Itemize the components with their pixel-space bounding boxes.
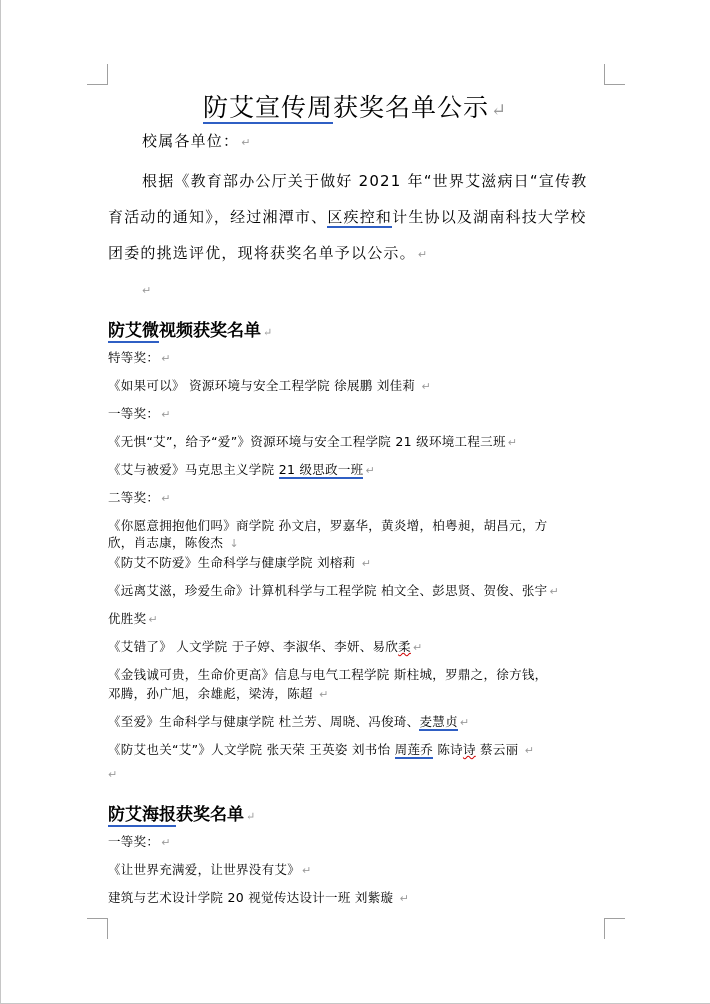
document-title[interactable] (0, 88, 710, 124)
grammar-flagged-text: 21 级思政一班 (278, 462, 364, 477)
award-text: 邓腾，孙广旭，余雄彪，梁涛，陈超 (108, 686, 318, 701)
award-entry[interactable] (108, 553, 371, 571)
paragraph-mark-icon: ↵ (161, 408, 171, 421)
award-entry-continued[interactable] (108, 684, 329, 702)
intro-line-3[interactable] (108, 242, 428, 263)
special-prize-label[interactable] (108, 348, 171, 366)
paragraph-mark-icon: ↵ (161, 492, 171, 505)
award-text: 《你愿意拥抱他们吗》商学院 孙文启，罗嘉华，黄炎增，柏粤昶，胡昌元，方 (108, 518, 548, 533)
first-prize-label[interactable] (108, 404, 171, 422)
paragraph-mark-icon: ↵ (507, 436, 518, 449)
award-text: 《无惧“艾”，给予“爱”》资源环境与安全工程学院 21 级环境工程三班 (108, 434, 506, 449)
award-text: 《防艾不防爱》生命科学与健康学院 刘榕莉 (108, 555, 360, 570)
award-entry-continued[interactable] (108, 533, 239, 551)
title-underlined-part: 防艾宣传周 (202, 93, 333, 122)
salutation[interactable] (142, 130, 252, 151)
award-text: 蔡云丽 (475, 742, 523, 757)
paragraph-mark-icon: ↵ (365, 464, 375, 477)
title-rest: 获奖名单公示 (332, 93, 489, 122)
margin-corner-bottom-right (604, 918, 625, 939)
grammar-flagged-text: 麦慧贞 (419, 714, 458, 729)
second-prize-label[interactable] (108, 488, 171, 506)
heading-underlined-part: 防艾海报 (108, 805, 176, 825)
paragraph-mark-icon: ↵ (412, 641, 423, 654)
paragraph-mark-icon: ↵ (524, 744, 535, 757)
empty-paragraph[interactable] (140, 280, 152, 298)
award-text: 欣，肖志康，陈俊杰 (108, 535, 228, 550)
paragraph-mark-icon: ↵ (421, 380, 432, 393)
heading-rest: 视频获奖名单 (159, 321, 261, 341)
paragraph-mark-icon: ↵ (142, 284, 153, 297)
excellence-prize-label[interactable] (108, 609, 158, 627)
line-break-icon: ↓ (229, 537, 240, 550)
paragraph-mark-icon: ↵ (302, 864, 312, 877)
award-entry[interactable] (108, 581, 559, 599)
award-text: 《艾与被爱》马克思主义学院 (108, 462, 279, 477)
poster-section-heading[interactable] (108, 800, 255, 825)
prize-label: 一等奖： (108, 406, 160, 421)
paragraph-mark-icon: ↵ (108, 768, 118, 781)
award-text: 《远离艾滋，珍爱生命》计算机科学与工程学院 柏文全、彭思贤、贺俊、张宇 (108, 583, 548, 598)
prize-label: 优胜奖 (108, 611, 147, 626)
paragraph-mark-icon: ↵ (148, 613, 158, 626)
award-text: 《防艾也关“艾”》人文学院 张天荣 王英姿 刘书怡 (108, 742, 395, 757)
intro-text: 计生协以及湖南科技大学校 (392, 208, 587, 226)
paragraph-mark-icon: ↵ (161, 836, 171, 849)
paragraph-mark-icon: ↵ (399, 892, 410, 905)
page-edge-left (0, 0, 1, 1004)
paragraph-mark-icon: ↵ (549, 585, 560, 598)
intro-text: 团委的挑选评优，现将获奖名单予以公示。 (108, 244, 416, 262)
award-entry[interactable] (108, 460, 375, 478)
prize-label: 一等奖： (108, 834, 160, 849)
salutation-text: 校属各单位： (142, 132, 240, 150)
empty-paragraph[interactable] (106, 766, 118, 781)
paragraph-mark-icon: ↵ (241, 136, 252, 149)
spelling-flagged-text: 柔 (398, 639, 411, 654)
spelling-flagged-text: 诗 (462, 742, 476, 757)
award-entry[interactable] (108, 516, 547, 534)
intro-text: 根据《教育部办公厅关于做好 2021 年“世界艾滋病日“宣传教 (142, 172, 588, 190)
video-section-heading[interactable] (108, 316, 272, 341)
paragraph-mark-icon: ↵ (490, 100, 508, 121)
margin-corner-bottom-left (87, 918, 108, 939)
margin-corner-top-right (604, 64, 625, 85)
award-entry[interactable] (108, 860, 312, 878)
award-entry[interactable] (108, 432, 517, 450)
paragraph-mark-icon: ↵ (361, 557, 372, 570)
prize-label: 特等奖： (108, 350, 160, 365)
paragraph-mark-icon: ↵ (459, 716, 470, 729)
paragraph-mark-icon: ↵ (263, 326, 273, 339)
paragraph-mark-icon: ↵ (161, 352, 171, 365)
award-text: 《艾错了》 人文学院 于子婷、李淑华、李妍、易欣 (108, 639, 399, 654)
award-text: 《至爱》生命科学与健康学院 杜兰芳、周晓、冯俊琦、 (108, 714, 420, 729)
award-text: 《如果可以》 资源环境与安全工程学院 徐展鹏 刘佳莉 (108, 378, 420, 393)
paragraph-mark-icon: ↵ (417, 248, 429, 261)
award-text: 《让世界充满爱，让世界没有艾》 (108, 862, 301, 877)
award-text: 陈诗 (433, 742, 463, 757)
award-entry[interactable] (108, 637, 423, 655)
grammar-flagged-text: 周莲乔 (394, 742, 434, 757)
award-text: 《金钱诚可贵，生命价更高》信息与电气工程学院 斯柱城，罗鼎之，徐方钱， (108, 667, 548, 682)
heading-rest: 获奖名单 (176, 805, 244, 825)
prize-label: 二等奖： (108, 490, 160, 505)
intro-text: 育活动的通知》，经过湘潭市、 (108, 208, 328, 226)
award-text: 建筑与艺术设计学院 20 视觉传达设计一班 刘紫璇 (108, 890, 398, 905)
paragraph-mark-icon: ↵ (319, 688, 329, 701)
margin-corner-top-left (87, 64, 108, 85)
award-entry[interactable] (108, 665, 547, 683)
paragraph-mark-icon: ↵ (246, 810, 256, 823)
award-entry[interactable] (108, 740, 534, 758)
award-entry[interactable] (108, 712, 469, 730)
first-prize-label[interactable] (108, 832, 171, 850)
award-entry[interactable] (108, 888, 409, 906)
heading-underlined-part: 防艾微 (108, 321, 159, 341)
grammar-flagged-text: 区疾控和 (327, 208, 393, 226)
intro-line-2[interactable] (108, 206, 587, 227)
intro-line-1[interactable] (142, 170, 587, 191)
award-entry[interactable] (108, 376, 431, 394)
